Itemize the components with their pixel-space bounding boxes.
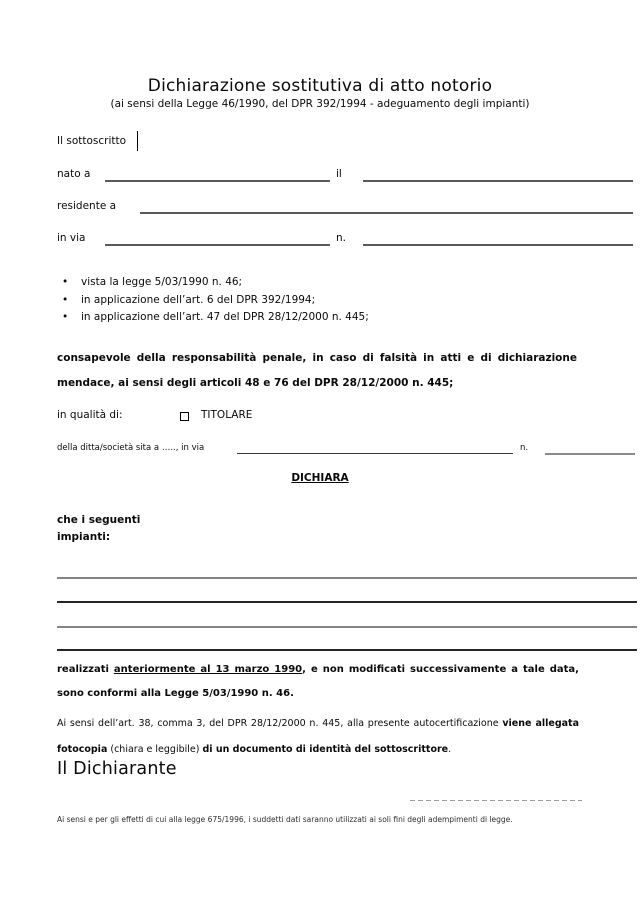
premise-item	[62, 276, 602, 294]
impianti-blank-line-4[interactable]	[57, 649, 637, 651]
residente-a-label: residente a	[57, 200, 117, 212]
premise-text: vista la legge 5/03/1990 n. 46;	[81, 276, 243, 288]
text-cursor[interactable]	[137, 131, 138, 151]
conformity-underlined-date: anteriormente al 13 marzo 1990	[113, 664, 303, 675]
in-via-label: in via	[57, 232, 86, 244]
n-civico-label: n.	[336, 232, 346, 244]
ditta-n-line[interactable]	[545, 453, 635, 455]
premise-text: in applicazione dell’art. 47 del DPR 28/12/2000 n. 445;	[81, 311, 369, 323]
n-civico-line[interactable]	[363, 244, 633, 246]
attachment-bold1: viene allegata fotocopia	[57, 718, 579, 755]
bullet-icon: •	[62, 293, 69, 306]
premise-item	[62, 294, 602, 312]
conformity-suffix: , e non modificati successivamente a tale data, sono conformi alla Legge 5/03/1990 n. 46.	[57, 664, 579, 699]
attachment-bold2: di un documento di identità del sottoscrittore	[202, 744, 449, 755]
attachment-clause	[57, 711, 579, 763]
responsibility-clause: consapevole della responsabilità penale, in caso di falsità in atti e di dichiarazione mendace, ai sensi degli articoli 48 e 76 del DPR 28/12/2000 n. 445;	[57, 352, 577, 389]
signature-line[interactable]	[410, 800, 582, 801]
bullet-icon: •	[62, 311, 69, 323]
conformity-prefix: realizzati	[57, 664, 114, 675]
ditta-societa-label: della ditta/società sita a ….., in via	[57, 443, 205, 453]
premise-item	[62, 311, 602, 329]
impianti-blank-line-3[interactable]	[57, 626, 637, 628]
premise-text: in applicazione dell’art. 6 del DPR 392/1994;	[81, 293, 316, 306]
impianti-intro-line1: che i seguenti	[57, 514, 141, 526]
qualita-di-label: in qualità di:	[57, 409, 123, 421]
impianti-intro	[57, 512, 140, 545]
titolare-label: TITOLARE	[201, 409, 253, 421]
doc-title: Dichiarazione sostitutiva di atto notorio	[147, 76, 493, 96]
premises-list	[62, 276, 602, 329]
sottoscritto-label: Il sottoscritto	[57, 135, 127, 147]
bullet-icon: •	[62, 276, 69, 288]
impianti-blank-line-2[interactable]	[57, 601, 637, 603]
ditta-via-line[interactable]	[237, 453, 513, 454]
il-label: il	[336, 168, 342, 180]
attachment-part3: .	[448, 744, 452, 755]
attachment-part2: (chiara e leggibile)	[107, 744, 203, 755]
privacy-note: Ai sensi e per gli effetti di cui alla legge 675/1996, i suddetti dati saranno utilizzati ai soli fini degli adempimenti di legge.	[57, 815, 513, 824]
residenza-line[interactable]	[140, 212, 633, 214]
nato-a-label: nato a	[57, 168, 91, 180]
data-nascita-line[interactable]	[363, 180, 633, 182]
doc-subtitle: (ai sensi della Legge 46/1990, del DPR 392/1994 - adeguamento degli impianti)	[110, 98, 530, 110]
dichiara-heading: DICHIARA	[291, 472, 349, 484]
ditta-n-label: n.	[520, 443, 529, 453]
impianti-blank-line-1[interactable]	[57, 577, 637, 579]
impianti-intro-line2: impianti:	[57, 530, 111, 543]
via-line[interactable]	[105, 244, 330, 246]
attachment-part1: Ai sensi dell’art. 38, comma 3, del DPR 28/12/2000 n. 445, alla presente autocertificazione	[57, 718, 503, 729]
titolare-checkbox[interactable]	[180, 412, 189, 421]
dichiarante-heading: Il Dichiarante	[57, 759, 177, 779]
nato-a-line[interactable]	[105, 180, 330, 182]
conformity-clause	[57, 658, 579, 706]
